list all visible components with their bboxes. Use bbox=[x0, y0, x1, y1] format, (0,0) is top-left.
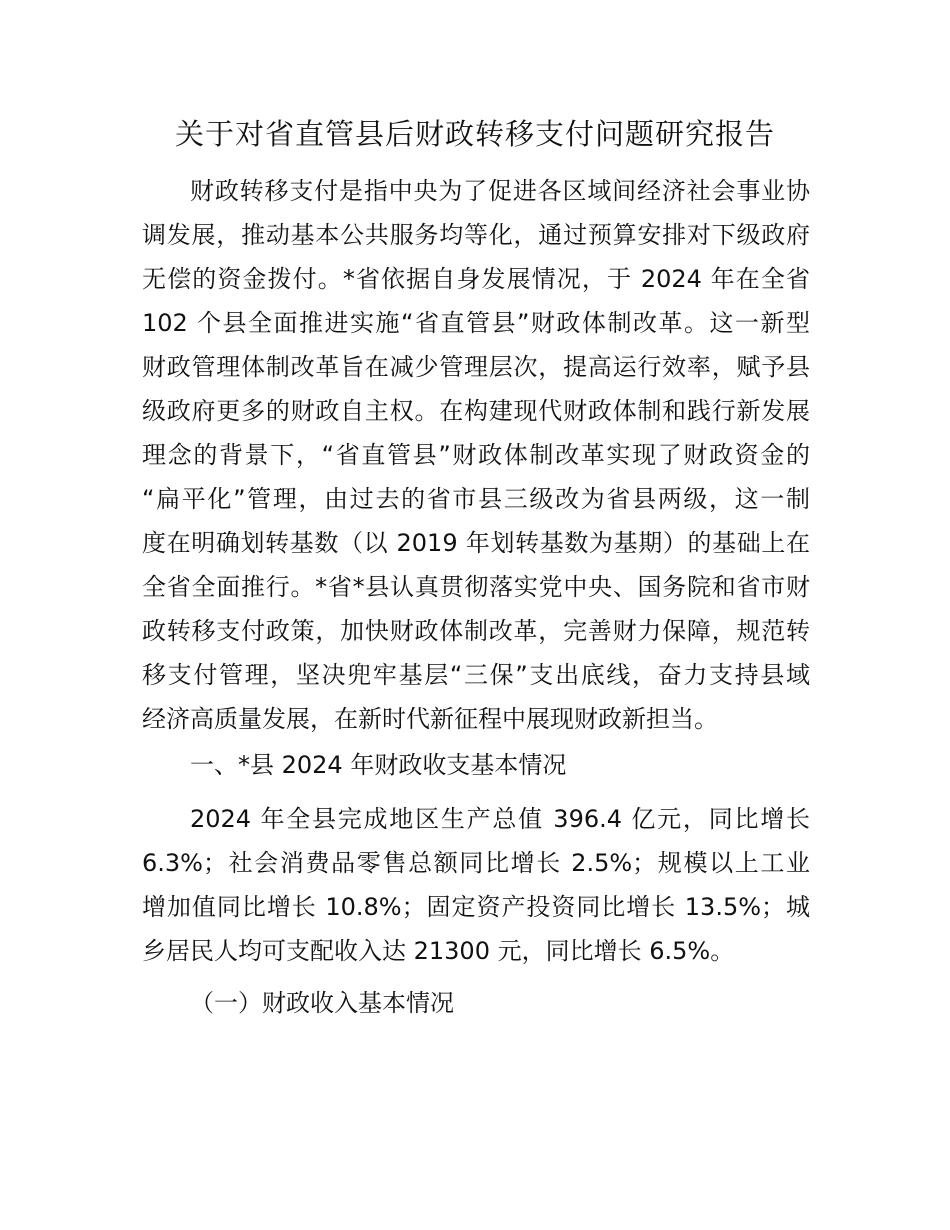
section-line: 6.3%；社会消费品零售总额同比增长 2.5%；规模以上工业 bbox=[142, 849, 810, 877]
intro-line: 调发展，推动基本公共服务均等化，通过预算安排对下级政府 bbox=[142, 221, 810, 249]
intro-line-last: 经济高质量发展，在新时代新征程中展现财政新担当。 bbox=[142, 705, 718, 733]
subsection-heading: （一）财政收入基本情况 bbox=[190, 989, 454, 1017]
document-title: 关于对省直管县后财政转移支付问题研究报告 bbox=[174, 117, 775, 151]
intro-line: 政转移支付政策，加快财政体制改革，完善财力保障，规范转 bbox=[142, 617, 810, 645]
section-heading: 一、*县 2024 年财政收支基本情况 bbox=[190, 751, 567, 779]
section-line-last: 乡居民人均可支配收入达 21300 元，同比增长 6.5%。 bbox=[142, 937, 735, 965]
intro-line: 移支付管理，坚决兜牢基层“三保”支出底线，奋力支持县域 bbox=[142, 661, 810, 689]
intro-line: 财政转移支付是指中央为了促进各区域间经济社会事业协 bbox=[190, 177, 810, 205]
intro-line: “扁平化”管理，由过去的省市县三级改为省县两级，这一制 bbox=[142, 485, 810, 513]
intro-line: 全省全面推行。*省*县认真贯彻落实党中央、国务院和省市财 bbox=[142, 573, 810, 601]
section-line: 2024 年全县完成地区生产总值 396.4 亿元，同比增长 bbox=[190, 805, 810, 833]
intro-line: 级政府更多的财政自主权。在构建现代财政体制和践行新发展 bbox=[142, 397, 810, 425]
section-line: 增加值同比增长 10.8%；固定资产投资同比增长 13.5%；城 bbox=[142, 893, 810, 921]
intro-line: 理念的背景下，“省直管县”财政体制改革实现了财政资金的 bbox=[142, 441, 810, 469]
intro-line: 102 个县全面推进实施“省直管县”财政体制改革。这一新型 bbox=[142, 309, 810, 337]
intro-line: 财政管理体制改革旨在减少管理层次，提高运行效率，赋予县 bbox=[142, 353, 810, 381]
intro-line: 度在明确划转基数（以 2019 年划转基数为基期）的基础上在 bbox=[142, 529, 810, 557]
intro-line: 无偿的资金拨付。*省依据自身发展情况，于 2024 年在全省 bbox=[142, 265, 810, 293]
